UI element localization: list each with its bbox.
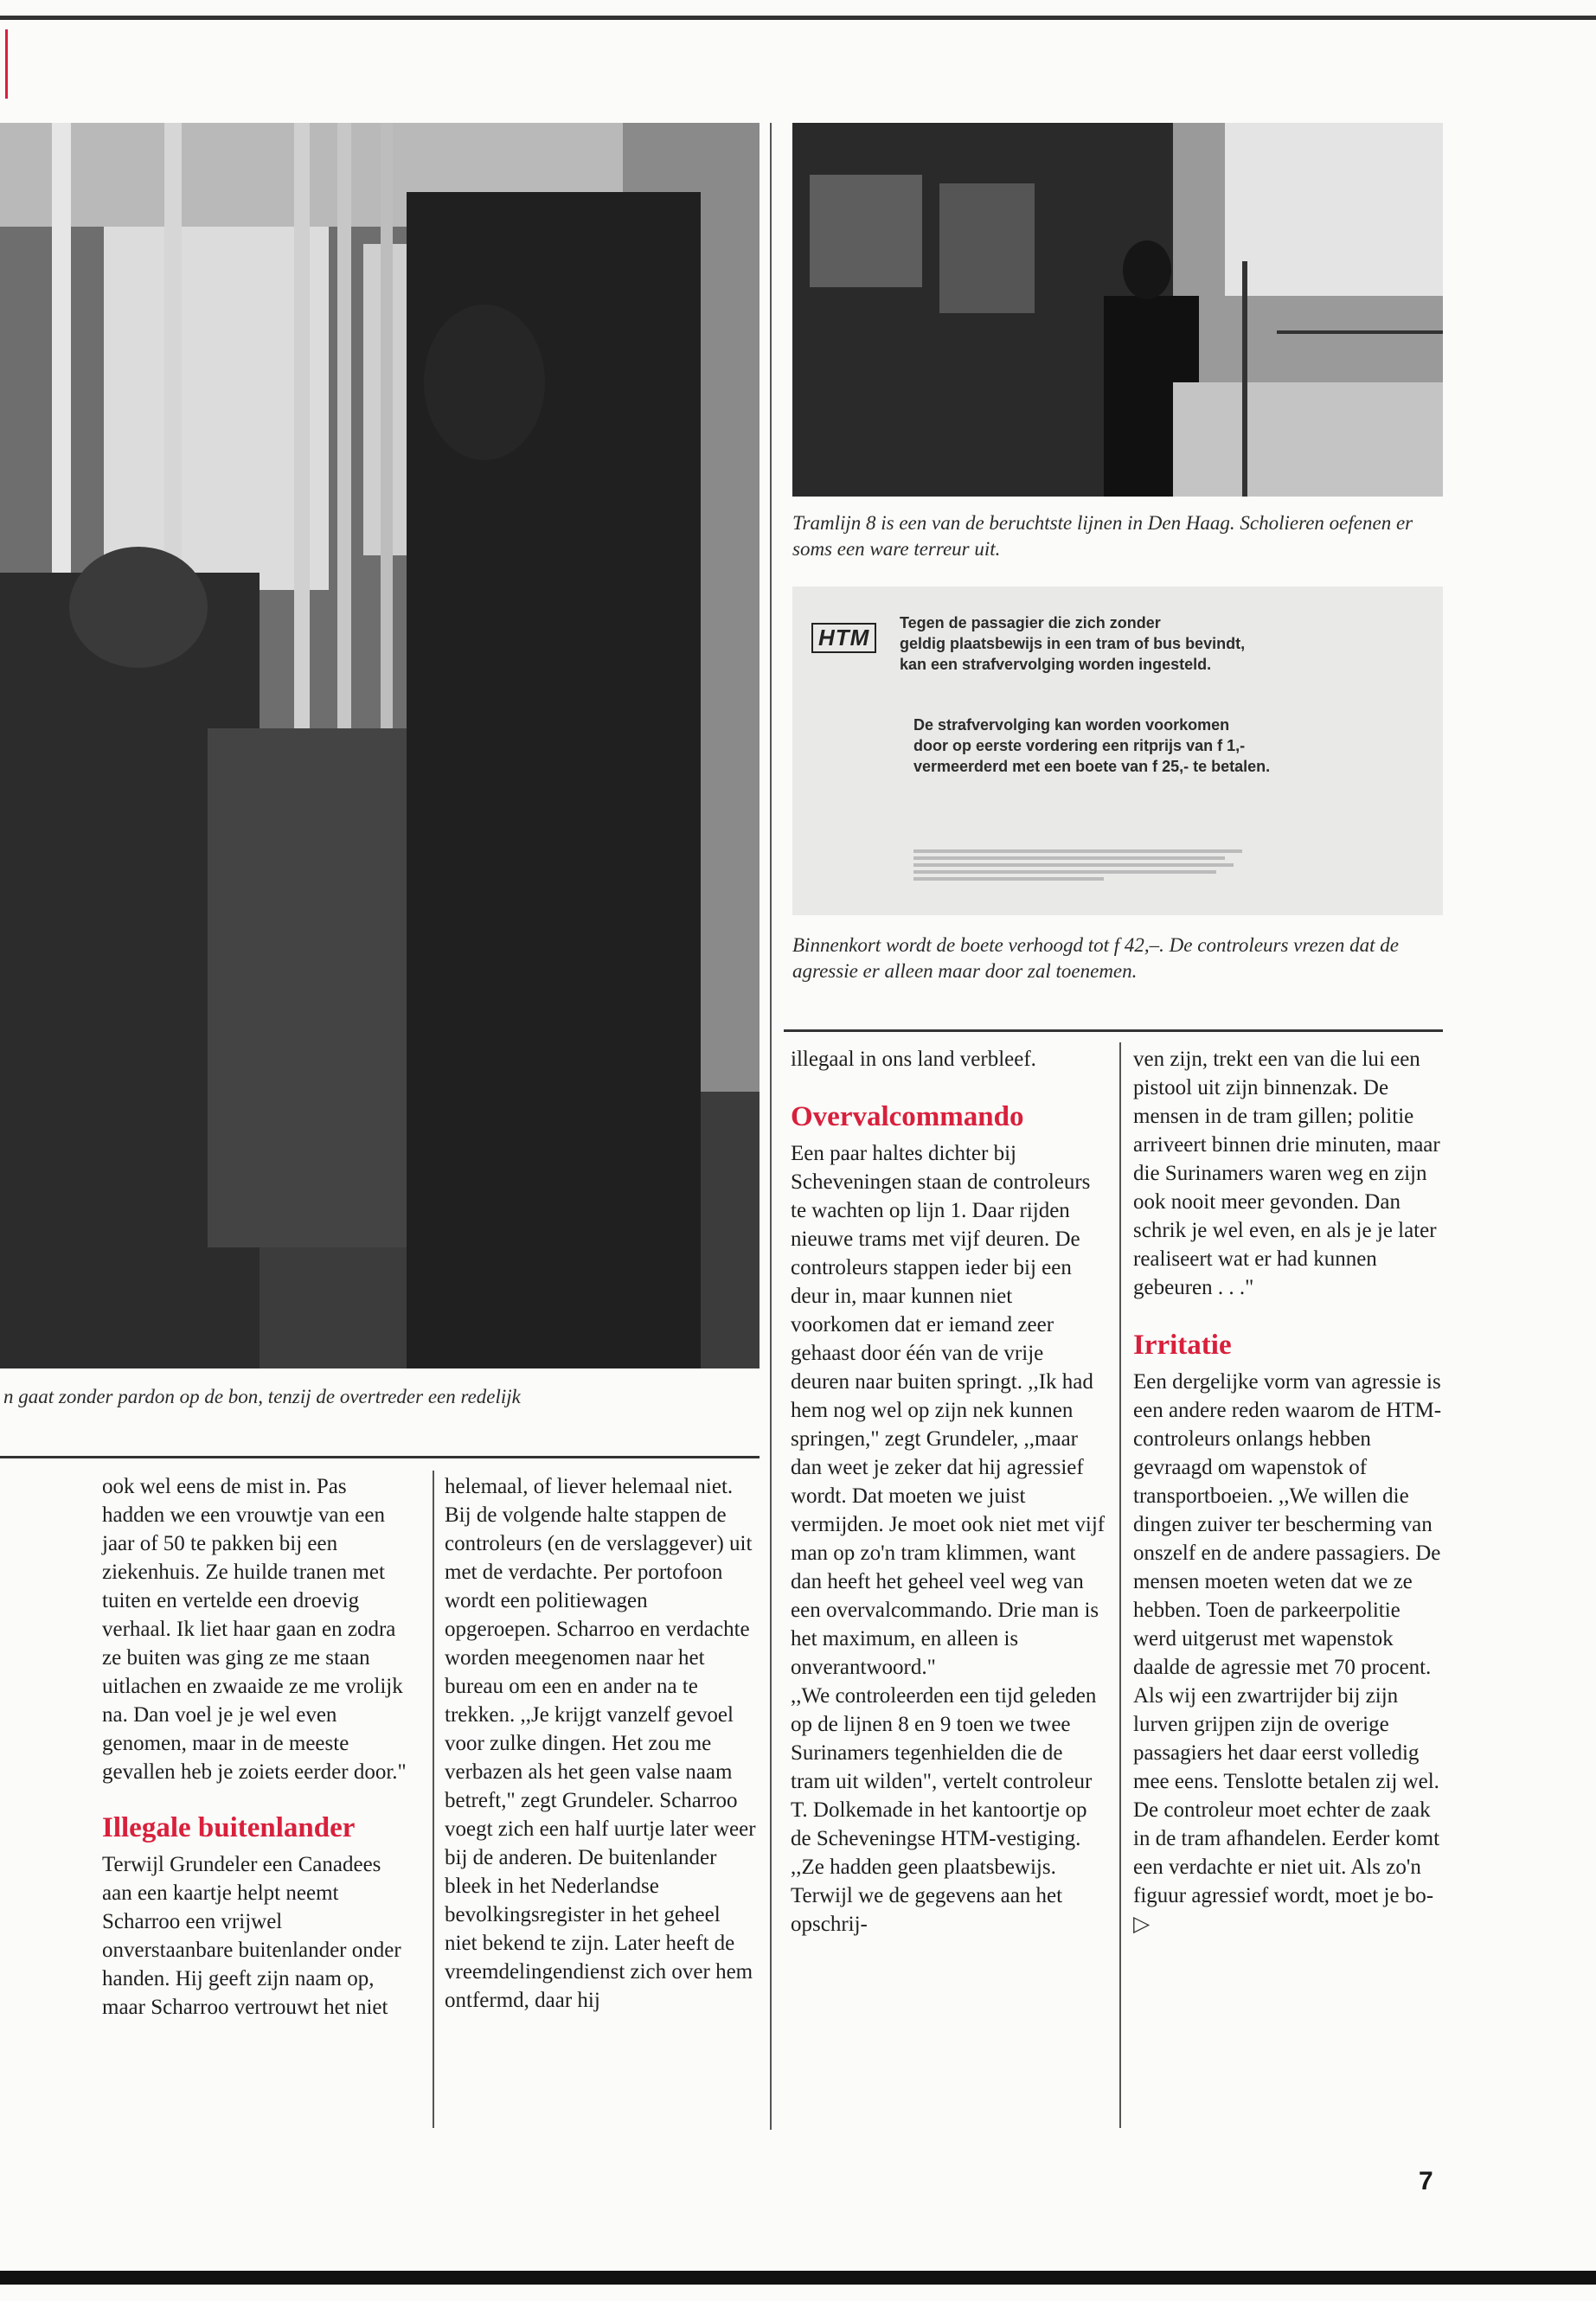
tram-interior-photo [0, 123, 760, 1368]
tram-photo-caption: Tramlijn 8 is een van de beruchtste lijnen in Den Haag. Scholieren oefenen er soms een ware terreur uit. [792, 512, 1413, 560]
section-heading: Overvalcommando [791, 1101, 1024, 1132]
page-number: 7 [1419, 2167, 1433, 2195]
section-heading: Illegale buitenlander [102, 1812, 356, 1843]
main-photo-caption: n gaat zonder pardon op de bon, tenzij de overtreder een redelijk [3, 1386, 521, 1407]
notice-caption: Binnenkort wordt de boete verhoogd tot f 42,–. De controleurs vrezen dat de agressie er alleen maar door zal toenemen. [792, 934, 1399, 982]
column-divider [433, 1471, 434, 2128]
continue-arrow-icon: ▷ [1133, 1913, 1151, 1936]
article-column-3 [791, 1045, 1107, 1939]
notice-line: vermeerderd met een boete van f 25,- te betalen. [913, 758, 1271, 775]
section-heading: Irritatie [1133, 1330, 1232, 1361]
bottom-rule [0, 2271, 1596, 2285]
notice-line: geldig plaatsbewijs in een tram of bus bevindt, [900, 635, 1246, 652]
paragraph: ven zijn, trekt een van die lui een pistool uit zijn binnenzak. De mensen in de tram gillen; politie arriveert binnen drie minuten, maar die Surinamers waren weg en zijn ook nooit meer gevonden. Dan schrik je wel even, en als je je later realiseert wat er had kunnen gebeuren . . ." [1133, 1048, 1440, 1299]
top-rule [0, 16, 1596, 20]
paragraph [1133, 1368, 1446, 1939]
paragraph-text: Een dergelijke vorm van agressie is een andere reden waarom de HTM-controleurs onlangs hebben gevraagd om wapenstok of transportboeien. ,,We willen die dingen zuiver ter bescherming van onszelf en de andere passagiers. De mensen moeten weten dat we ze hebben. Toen de parkeerpolitie werd uitgerust met wapenstok daalde de agressie met 70 procent. Als wij een zwartrijder bij zijn lurven grijpen zijn de overige passagiers het daar eerst volledig mee eens. Tenslotte betalen zij wel. De controleur moet echter de zaak in de tram afhandelen. Eerder komt een verdachte er niet uit. Als zo'n figuur agressief wordt, moet je bo- [1133, 1370, 1442, 1907]
article-column-1 [102, 1472, 413, 2022]
paragraph: helemaal, of liever helemaal niet. Bij de volgende halte stappen de controleurs (en de verslaggever) uit met de verdachte. Per portofoon wordt een politiewagen opgeroepen. Scharroo en verdachte worden meegenomen naar het bureau om een en ander na te trekken. ,,Je krijgt vanzelf gevoel voor zulke dingen. Het zou me verbazen als het geen valse naam betreft," zegt Grundeler. Scharroo voegt zich een half uurtje later weer bij de anderen. De buitenlander bleek in het Nederlandse bevolkingsregister in het geheel niet bekend te zijn. Later heeft de vreemdelingendienst zich over hem ontfermd, daar hij [445, 1475, 756, 2012]
htm-logo: HTM [811, 623, 876, 653]
red-margin-mark [5, 29, 8, 99]
notice-line: Tegen de passagier die zich zonder [900, 614, 1161, 631]
paragraph: ook wel eens de mist in. Pas hadden we een vrouwtje van een jaar of 50 te pakken bij een ziekenhuis. Ze huilde tranen met tuiten en vertelde een droevig verhaal. Ik liet haar gaan en zodra ze buiten was ging ze me staan uitlachen en zwaaide ze me vrolijk na. Dan voel je je wel even genomen, maar in de meeste gevallen heb je zoiets eerder door." [102, 1475, 407, 1784]
paragraph: Terwijl Grundeler een Canadees aan een kaartje helpt neemt Scharroo een vrijwel onverstaanbare buitenlander onder handen. Hij geeft zijn naam op, maar Scharroo vertrouwt het niet [102, 1853, 401, 2019]
column-divider [770, 123, 772, 2130]
paragraph: Een paar haltes dichter bij Scheveningen staan de controleurs te wachten op lijn 1. Daar rijden nieuwe trams met vijf deuren. De controleurs stappen ieder bij een deur in, maar kunnen niet voorkomen dat er iemand zeer gehaast door één van de vrije deuren naar buiten springt. ,,Ik had hem nog wel op zijn nek kunnen springen," zegt Grundeler, ,,maar dan weet je zeker dat hij agressief wordt. Dat moeten we juist vermijden. Je moet ook niet met vijf man op zo'n tram klimmen, want dan heeft het geheel veel weg van een overvalcommando. Drie man is het maximum, en alleen is onverantwoord." [791, 1142, 1106, 1679]
rule-upper-right [784, 1029, 1443, 1032]
rule-left-lower [0, 1456, 760, 1458]
notice-line: door op eerste vordering een ritprijs van f 1,- [913, 737, 1246, 754]
tram-exterior-photo [792, 123, 1443, 497]
htm-notice [792, 586, 1443, 915]
column-divider [1119, 1042, 1121, 2128]
notice-fine-print [913, 846, 1242, 884]
article-column-4 [1133, 1045, 1446, 1939]
paragraph: ,,We controleerden een tijd geleden op de lijnen 8 en 9 toen we twee Surinamers tegenhielden die de tram uit wilden", vertelt controleur T. Dolkemade in het kantoortje op de Scheveningse HTM-vestiging. ,,Ze hadden geen plaatsbewijs. Terwijl we de gegevens aan het opschrij- [791, 1684, 1097, 1936]
notice-line: kan een strafvervolging worden ingesteld. [900, 656, 1212, 673]
article-column-2 [445, 1472, 758, 2015]
notice-line: De strafvervolging kan worden voorkomen [913, 716, 1230, 734]
paragraph: illegaal in ons land verbleef. [791, 1048, 1036, 1071]
